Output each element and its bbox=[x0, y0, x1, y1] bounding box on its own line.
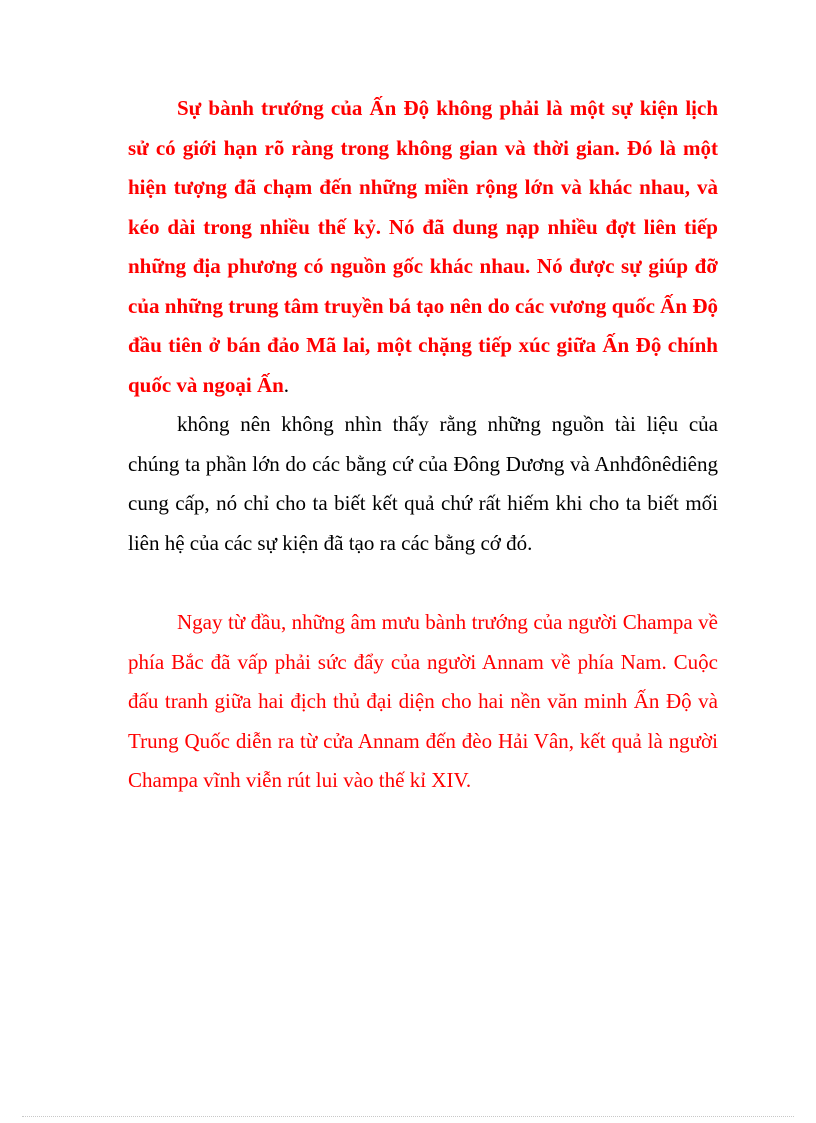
page-footer-divider bbox=[22, 1116, 794, 1117]
paragraph-indian-expansion bbox=[128, 89, 718, 405]
paragraph-sources-note: không nên không nhìn thấy rằng những nguồn tài liệu của chúng ta phần lớn do các bằng cứ của Đông Dương và Anhđônêdiêng cung cấp, nó chỉ cho ta biết kết quả chứ rất hiếm khi cho ta biết mối liên hệ của các sự kiện đã tạo ra các bằng cớ đó. bbox=[128, 412, 718, 555]
document-body bbox=[128, 89, 718, 801]
paragraph-indian-expansion-period: . bbox=[283, 372, 290, 397]
paragraph-indian-expansion-text: Sự bành trướng của Ấn Độ không phải là một sự kiện lịch sử có giới hạn rõ ràng trong không gian và thời gian. Đó là một hiện tượng đã chạm đến những miền rộng lớn và khác nhau, và kéo dài trong nhiều thế kỷ. Nó đã dung nạp nhiều đợt liên tiếp những địa phương có nguồn gốc khác nhau. Nó được sự giúp đỡ của những trung tâm truyền bá tạo nên do các vương quốc Ấn Độ đầu tiên ở bán đảo Mã lai, một chặng tiếp xúc giữa Ấn Độ chính quốc và ngoại Ấn bbox=[128, 96, 718, 397]
paragraph-champa-annam: Ngay từ đầu, những âm mưu bành trướng của người Champa về phía Bắc đã vấp phải sức đẩy của người Annam về phía Nam. Cuộc đấu tranh giữa hai địch thủ đại diện cho hai nền văn minh Ấn Độ và Trung Quốc diễn ra từ cửa Annam đến đèo Hải Vân, kết quả là người Champa vĩnh viễn rút lui vào thế kỉ XIV. bbox=[128, 610, 718, 792]
